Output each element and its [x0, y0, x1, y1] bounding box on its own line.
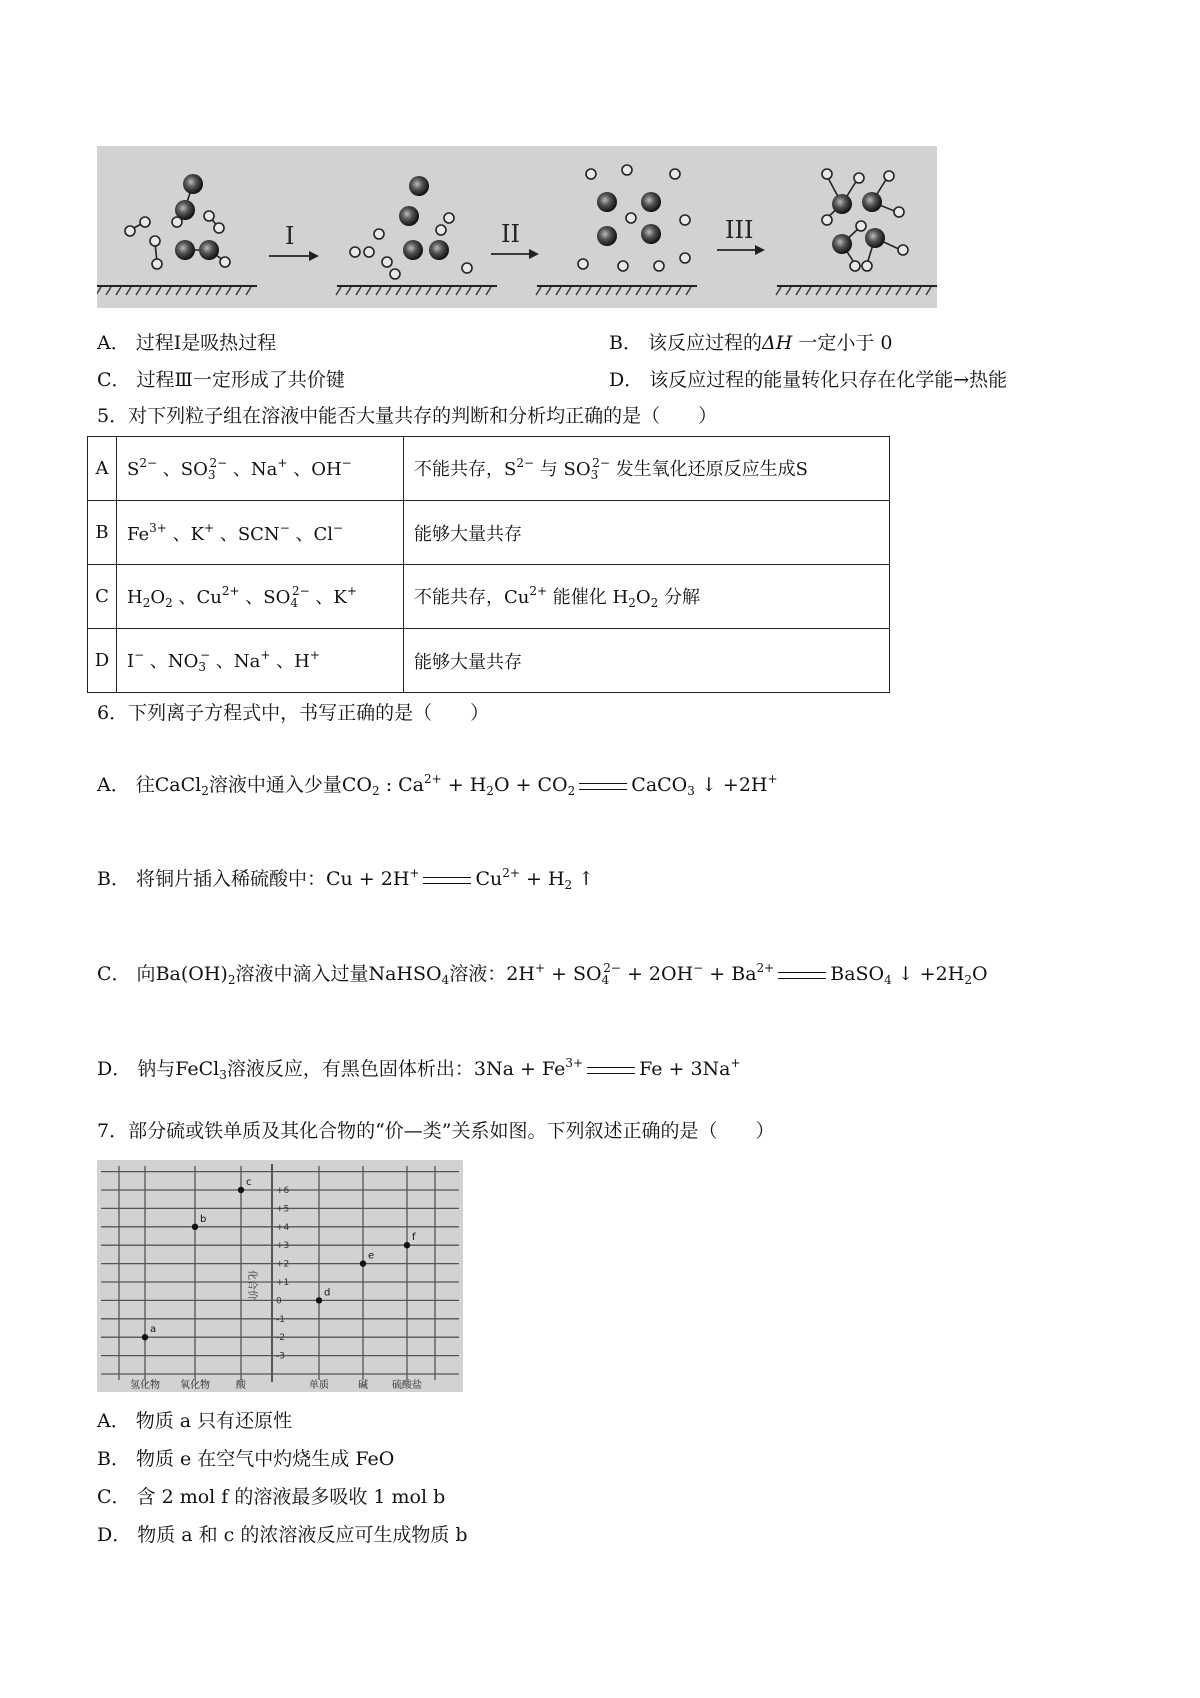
question-stem: 对下列粒子组在溶液中能否大量共存的判断和分析均正确的是（ ）	[128, 405, 718, 427]
point-label-f: f	[412, 1232, 416, 1244]
point-label-c: c	[246, 1177, 252, 1188]
q6-option-d[interactable]: D． 钠与FeCl$_3$溶液反应，有黑色固体析出：$3Na + Fe^{3+}$ Fe + 3Na+	[97, 1056, 741, 1082]
q7-option-b[interactable]: B． 物质 e 在空气中灼烧生成 FeO	[97, 1448, 395, 1470]
formula: FeCl$_3$	[175, 1058, 227, 1082]
category-label: 碱	[358, 1380, 368, 1391]
point-b	[192, 1224, 198, 1230]
option-text: 该反应过程的	[647, 332, 762, 354]
y-tick-label: +2	[276, 1259, 290, 1270]
equation: $2H^+ + SO_4^{2-} + 2OH^- + Ba^{2+}$ BaSO$_4$ ↓ $+2H_2O$	[506, 961, 988, 987]
option-text: 过程Ⅰ是吸热过程	[135, 332, 277, 354]
question-stem: 部分硫或铁单质及其化合物的“价—类”关系如图。下列叙述正确的是（ ）	[128, 1120, 775, 1142]
q6-option-a[interactable]: A． 往CaCl$_2$溶液中通入少量$CO_2$ : $Ca^{2+} + H_2O + CO_2$ CaCO$_3$ ↓ +2H+	[97, 772, 778, 798]
q6-stem	[97, 700, 489, 726]
formula: CaCl$_2$	[154, 774, 209, 798]
equation: $3Na + Fe^{3+}$ Fe + 3Na+	[473, 1056, 741, 1080]
y-tick-label: 0	[276, 1296, 282, 1307]
y-tick-label: -3	[276, 1351, 285, 1362]
y-tick-label: +4	[276, 1222, 290, 1233]
q5-stem	[97, 403, 717, 429]
q7-option-a[interactable]: A． 物质 a 只有还原性	[97, 1410, 293, 1432]
particle-group: $S^{2-}$ 、$SO_3^{2-}$ 、Na+ 、OH−	[117, 437, 404, 501]
point-label-d: d	[324, 1287, 331, 1299]
option-label: A．	[97, 332, 130, 354]
particle-group: I− 、$NO_3^-$ 、Na+ 、H+	[117, 629, 404, 693]
category-label: 酸	[236, 1380, 246, 1391]
q6-option-c[interactable]: C． 向$Ba(OH)_2$溶液中滴入过量NaHSO$_4$溶液：$2H^+ + SO_4^{2-} + 2OH^- + Ba^{2+}$ BaSO$_4$ ↓ $+2H_2O$	[97, 961, 988, 987]
process-label-3: III	[725, 216, 754, 244]
y-tick-label: +3	[276, 1241, 290, 1252]
reaction-process-figure	[97, 146, 937, 308]
y-tick-label: +5	[276, 1204, 290, 1215]
option-label: C．	[97, 369, 131, 391]
y-tick-label: +1	[276, 1278, 290, 1288]
reaction-process-svg	[97, 146, 937, 308]
formula: NaHSO$_4$	[368, 963, 450, 987]
analysis: 能够大量共存	[404, 629, 890, 693]
category-label: 氧化物	[180, 1380, 210, 1391]
process-label-2: II	[501, 220, 520, 248]
option-text: 该反应过程的能量转化只存在化学能→热能	[649, 369, 1008, 391]
q6-option-b[interactable]: B． 将铜片插入稀硫酸中：Cu + 2H+ $Cu^{2+} + H_2$ ↑	[97, 866, 595, 892]
analysis: 不能共存，$Cu^{2+}$ 能催化 $H_2O_2$ 分解	[404, 565, 890, 629]
y-tick-label: +6	[276, 1186, 290, 1196]
delta-h: ΔH	[761, 332, 793, 354]
q4-option-c[interactable]	[97, 367, 345, 393]
category-label: 单质	[309, 1380, 329, 1391]
point-f	[404, 1242, 410, 1248]
q7-stem	[97, 1118, 775, 1144]
point-label-e: e	[368, 1250, 375, 1262]
point-e	[360, 1260, 366, 1266]
equation: $CO_2$ : $Ca^{2+} + H_2O + CO_2$ CaCO$_3$ ↓ +2H+	[341, 772, 778, 798]
y-tick-label: -2	[276, 1333, 285, 1344]
category-label: 硫酸盐	[392, 1380, 422, 1391]
row-label: D	[88, 629, 117, 693]
question-number: 7．	[97, 1120, 129, 1142]
category-label: 氢化物	[130, 1380, 160, 1391]
q4-option-b[interactable]	[609, 330, 892, 356]
analysis: 能够大量共存	[404, 501, 890, 565]
y-tick-label: -1	[276, 1314, 285, 1325]
question-stem: 下列离子方程式中，书写正确的是（ ）	[128, 702, 490, 724]
particle-group: $Fe^{3+}$ 、K+ 、SCN− 、Cl−	[117, 501, 404, 565]
point-label-b: b	[200, 1213, 207, 1225]
process-label-1: I	[285, 222, 295, 250]
table-row[interactable]	[88, 437, 890, 501]
row-label: B	[88, 501, 117, 565]
particle-group: $H_2O_2$ 、$Cu^{2+}$ 、$SO_4^{2-}$ 、K+	[117, 565, 404, 629]
table-row[interactable]	[88, 629, 890, 693]
point-d	[316, 1297, 322, 1303]
equation: Cu + 2H+ $Cu^{2+} + H_2$ ↑	[325, 866, 595, 892]
valence-chart-svg	[97, 1160, 463, 1392]
valence-class-chart	[97, 1160, 463, 1392]
point-label-a: a	[150, 1324, 157, 1336]
analysis: 不能共存，$S^{2-}$ 与 $SO_3^{2-}$ 发生氧化还原反应生成S	[404, 437, 890, 501]
option-label: B．	[609, 332, 642, 354]
q7-option-c[interactable]: C． 含 2 mol f 的溶液最多吸收 1 mol b	[97, 1486, 446, 1508]
y-axis-label: 化合价	[246, 1270, 257, 1300]
option-text-post: 一定小于 0	[792, 332, 893, 354]
row-label: C	[88, 565, 117, 629]
question-number: 5．	[97, 405, 129, 427]
table-row[interactable]	[88, 501, 890, 565]
point-c	[238, 1187, 244, 1193]
q4-option-d[interactable]	[609, 367, 1007, 393]
q4-option-a[interactable]	[97, 330, 276, 356]
point-a	[142, 1334, 148, 1340]
row-label: A	[88, 437, 117, 501]
table-row[interactable]	[88, 565, 890, 629]
q7-option-d[interactable]: D． 物质 a 和 c 的浓溶液反应可生成物质 b	[97, 1524, 468, 1546]
option-label: D．	[609, 369, 644, 391]
question-number: 6．	[97, 702, 129, 724]
formula: $Ba(OH)_2$	[155, 963, 236, 987]
option-text: 过程Ⅲ一定形成了共价键	[136, 369, 345, 391]
q5-table	[87, 436, 890, 693]
